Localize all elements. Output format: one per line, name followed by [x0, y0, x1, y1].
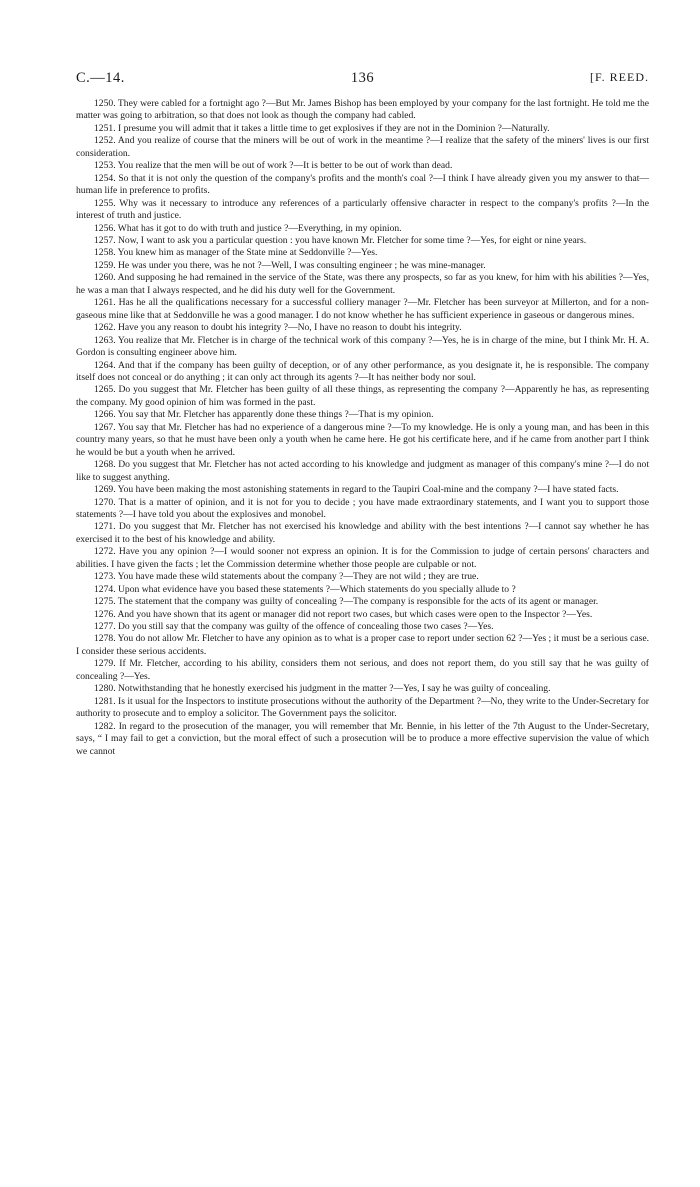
evidence-paragraph: 1253. You realize that the men will be out of work ?—It is better to be out of work than dead. — [94, 160, 453, 172]
evidence-paragraph: 1276. And you have shown that its agent or manager did not report two cases, but which cases were open to the Inspector ?—Yes. — [94, 608, 593, 620]
evidence-paragraph: 1257. Now, I want to ask you a particular question : you have known Mr. Fletcher for some time ?—Yes, for eight or nine years. — [94, 234, 587, 246]
evidence-paragraph: 1266. You say that Mr. Fletcher has apparently done these things ?—That is my opinion. — [94, 409, 434, 421]
evidence-paragraph: 1282. In regard to the prosecution of the manager, you will remember that Mr. Bennie, in his letter of the 7th August to the Under-Secretary, says, “ I may fail to get a conviction, but the moral effect of such a prosecution will be to produce a more effective supervision the value of which we cannot — [76, 720, 649, 757]
evidence-paragraph: 1274. Upon what evidence have you based these statements ?—Which statements do you specially allude to ? — [94, 583, 516, 595]
witness-name: [F. REED. — [589, 70, 649, 84]
evidence-paragraph: 1262. Have you any reason to doubt his integrity ?—No, I have no reason to doubt his integrity. — [94, 322, 462, 334]
page-header — [76, 70, 649, 98]
evidence-paragraph: 1267. You say that Mr. Fletcher has had no experience of a dangerous mine ?—To my knowledge. He is only a young man, and has been in this country many years, so that he must have been only a youth when he came here. He got his certificate here, and if he came from another part I think he would be but a youth when he arrived. — [76, 421, 649, 458]
evidence-paragraph: 1258. You knew him as manager of the State mine at Seddonville ?—Yes. — [94, 247, 378, 259]
evidence-paragraph: 1271. Do you suggest that Mr. Fletcher has not exercised his knowledge and ability with the best intentions ?—I cannot say whether he has exercised it to the best of his knowledge and ability. — [76, 521, 649, 545]
evidence-paragraph: 1265. Do you suggest that Mr. Fletcher has been guilty of all these things, as representing the company ?—Apparently he has, as representing the company. My good opinion of him was formed in the past. — [76, 384, 649, 408]
evidence-paragraph: 1264. And that if the company has been guilty of deception, or of any other performance, as you designate it, he is responsible. The company itself does not conceal or do anything ; it can only act through its agents ?—It has neither body nor soul. — [76, 359, 649, 383]
evidence-paragraph: 1250. They were cabled for a fortnight ago ?—But Mr. James Bishop has been employed by your company for the last fortnight. He told me the matter was going to arbitration, so that does not look as though the company had cabled. — [76, 98, 649, 122]
evidence-paragraph: 1275. The statement that the company was guilty of concealing ?—The company is responsible for the acts of its agent or manager. — [94, 596, 599, 608]
evidence-paragraph: 1277. Do you still say that the company was guilty of the offence of concealing those two cases ?—Yes. — [94, 621, 494, 633]
evidence-paragraph: 1256. What has it got to do with truth and justice ?—Everything, in my opinion. — [94, 222, 402, 234]
evidence-paragraph: 1272. Have you any opinion ?—I would sooner not express an opinion. It is for the Commission to judge of certain persons' characters and abilities. I have given the facts ; let the Commission determine whether those people are culpable or not. — [76, 546, 649, 570]
evidence-paragraph: 1269. You have been making the most astonishing statements in regard to the Taupiri Coal-mine and the company ?—I have stated facts. — [94, 484, 619, 496]
document-reference: C.—14. — [76, 70, 125, 86]
evidence-paragraph: 1273. You have made these wild statements about the company ?—They are not wild ; they are true. — [94, 571, 479, 583]
evidence-paragraph: 1270. That is a matter of opinion, and it is not for you to decide ; you have made extraordinary statements, and I want you to support those statements ?—I have told you about the explosives and monobel. — [76, 496, 649, 520]
evidence-paragraph: 1278. You do not allow Mr. Fletcher to have any opinion as to what is a proper case to report under section 62 ?—Yes ; it must be a serious case. I consider these serious accidents. — [76, 633, 649, 657]
evidence-paragraph: 1280. Notwithstanding that he honestly exercised his judgment in the matter ?—Yes, I say he was guilty of concealing. — [94, 683, 551, 695]
evidence-paragraph: 1254. So that it is not only the question of the company's profits and the month's coal ?—I think I have already given you my answer to that—human life in preference to profits. — [76, 172, 649, 197]
evidence-body — [76, 98, 649, 758]
evidence-paragraph: 1261. Has he all the qualifications necessary for a successful colliery manager ?—Mr. Fletcher has been surveyor at Millerton, and for a non-gaseous mine like that at Seddonville he was a good manager. I do not know whether he has sufficient experience in gaseous or dangerous mines. — [76, 297, 649, 321]
evidence-paragraph: 1260. And supposing he had remained in the service of the State, was there any prospects, so far as you knew, for him with his abilities ?—Yes, he was a man that I always respected, and he did his duty well for the Government. — [76, 272, 649, 296]
evidence-paragraph: 1268. Do you suggest that Mr. Fletcher has not acted according to his knowledge and judgment as manager of this company's mine ?—I do not like to suggest anything. — [76, 459, 649, 483]
evidence-paragraph: 1279. If Mr. Fletcher, according to his ability, considers them not serious, and does not report them, do you still say that he was guilty of concealing ?—Yes. — [76, 658, 649, 682]
page-number: 136 — [350, 70, 375, 86]
evidence-paragraph: 1263. You realize that Mr. Fletcher is in charge of the technical work of this company ?—Yes, he is in charge of the mine, but I think Mr. H. A. Gordon is consulting engineer above him. — [76, 334, 649, 359]
evidence-paragraph: 1255. Why was it necessary to introduce any references of a particularly offensive character in respect to the company's profits ?—In the interest of truth and justice. — [76, 197, 649, 222]
evidence-paragraph: 1259. He was under you there, was he not ?—Well, I was consulting engineer ; he was mine-manager. — [94, 259, 486, 271]
evidence-paragraph: 1251. I presume you will admit that it takes a little time to get explosives if they are not in the Dominion ?—Naturally. — [94, 122, 550, 134]
evidence-paragraph: 1252. And you realize of course that the miners will be out of work in the meantime ?—I realize that the safety of the miners' lives is our first consideration. — [76, 135, 649, 159]
evidence-paragraph: 1281. Is it usual for the Inspectors to institute prosecutions without the authority of the Department ?—No, they write to the Under-Secretary for authority to prosecute and to employ a solicitor. The Government pays the solicitor. — [76, 695, 649, 720]
